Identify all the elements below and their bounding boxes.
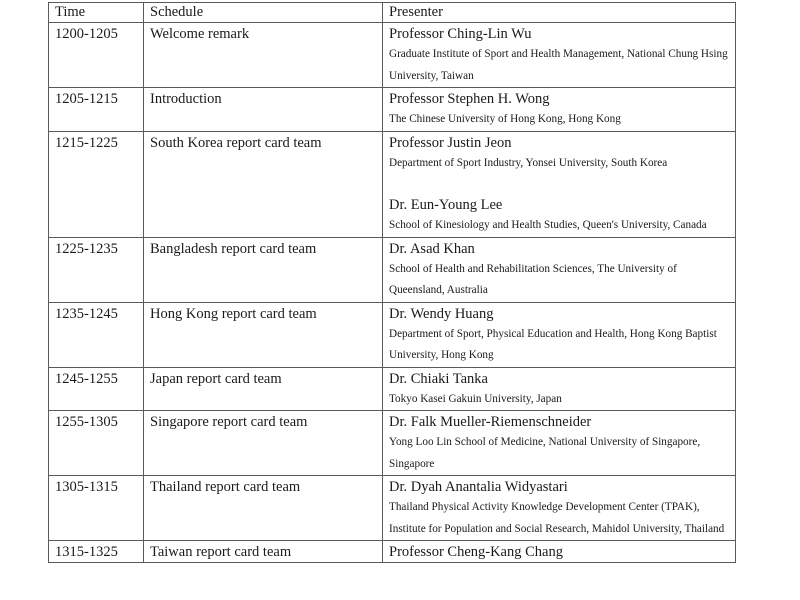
table-row xyxy=(49,411,736,476)
presenter-name: Dr. Eun-Young Lee xyxy=(389,197,503,213)
schedule-text: Bangladesh report card team xyxy=(150,240,317,257)
presenter-affiliation: Graduate Institute of Sport and Health Management, National Chung Hsing University, Taiwan xyxy=(389,48,728,82)
time-cell xyxy=(49,131,144,237)
time-cell xyxy=(49,411,144,476)
presenter-name: Professor Stephen H. Wong xyxy=(389,91,550,107)
presenter-affiliation: Department of Sport Industry, Yonsei University, South Korea xyxy=(389,156,668,169)
presenter-cell xyxy=(383,541,736,563)
presenter-affiliation: Tokyo Kasei Gakuin University, Japan xyxy=(389,392,562,405)
presenter-cell xyxy=(383,88,736,132)
presenter-affiliation: School of Health and Rehabilitation Sciences, The University of Queensland, Australia xyxy=(389,262,677,296)
schedule-cell xyxy=(144,411,383,476)
time-text: 1225-1235 xyxy=(55,240,118,257)
schedule-text: Introduction xyxy=(150,91,222,107)
schedule-text: Hong Kong report card team xyxy=(150,305,317,322)
schedule-text: Welcome remark xyxy=(150,26,250,42)
header-schedule: Schedule xyxy=(144,3,383,23)
presenter-spacer xyxy=(389,174,735,194)
time-text: 1315-1325 xyxy=(55,544,118,560)
presenter-name: Professor Ching-Lin Wu xyxy=(389,26,532,42)
schedule-cell xyxy=(144,541,383,563)
presenter-cell xyxy=(383,411,736,476)
table-header-row xyxy=(49,3,736,23)
presenter-cell xyxy=(383,367,736,411)
presenter-name: Dr. Chiaki Tanka xyxy=(389,370,488,387)
schedule-table xyxy=(48,2,736,563)
presenter-name: Dr. Falk Mueller-Riemenschneider xyxy=(389,414,592,430)
time-text: 1305-1315 xyxy=(55,479,118,495)
header-presenter: Presenter xyxy=(383,3,736,23)
presenter-cell xyxy=(383,237,736,302)
presenter-affiliation: Department of Sport, Physical Education and Health, Hong Kong Baptist University, Hong Kong xyxy=(389,327,717,361)
presenter-cell xyxy=(383,476,736,541)
schedule-text: Taiwan report card team xyxy=(150,544,292,560)
schedule-cell xyxy=(144,302,383,367)
time-cell xyxy=(49,88,144,132)
schedule-cell xyxy=(144,237,383,302)
header-time: Time xyxy=(49,3,144,23)
table-row xyxy=(49,131,736,237)
presenter-affiliation: Thailand Physical Activity Knowledge Development Center (TPAK), Institute for Population and Social Research, Mahidol University, Thailand xyxy=(389,501,725,535)
presenter-cell xyxy=(383,302,736,367)
time-cell xyxy=(49,237,144,302)
time-text: 1245-1255 xyxy=(55,370,118,387)
presenter-name: Dr. Asad Khan xyxy=(389,240,475,257)
presenter-cell xyxy=(383,23,736,88)
table-row xyxy=(49,237,736,302)
presenter-affiliation: The Chinese University of Hong Kong, Hong Kong xyxy=(389,113,621,125)
presenter-name: Dr. Wendy Huang xyxy=(389,305,494,322)
table-row xyxy=(49,23,736,88)
table-row xyxy=(49,88,736,132)
table-row xyxy=(49,476,736,541)
presenter-cell xyxy=(383,131,736,237)
table-row xyxy=(49,541,736,563)
time-text: 1235-1245 xyxy=(55,305,118,322)
presenter-affiliation: Yong Loo Lin School of Medicine, National University of Singapore, Singapore xyxy=(389,436,701,470)
time-text: 1200-1205 xyxy=(55,26,118,42)
schedule-text: Japan report card team xyxy=(150,370,282,387)
time-cell xyxy=(49,23,144,88)
table-body xyxy=(49,23,736,563)
schedule-cell xyxy=(144,88,383,132)
time-cell xyxy=(49,302,144,367)
presenter-name: Professor Cheng-Kang Chang xyxy=(389,544,563,560)
time-cell xyxy=(49,367,144,411)
time-cell xyxy=(49,541,144,563)
presenter-name: Professor Justin Jeon xyxy=(389,134,512,151)
schedule-text: Thailand report card team xyxy=(150,479,301,495)
presenter-affiliation: School of Kinesiology and Health Studies, Queen's University, Canada xyxy=(389,219,707,231)
table-row xyxy=(49,302,736,367)
time-text: 1205-1215 xyxy=(55,91,118,107)
table-row xyxy=(49,367,736,411)
schedule-text: South Korea report card team xyxy=(150,134,322,151)
schedule-cell xyxy=(144,23,383,88)
schedule-cell xyxy=(144,367,383,411)
presenter-name: Dr. Dyah Anantalia Widyastari xyxy=(389,479,568,495)
time-cell xyxy=(49,476,144,541)
time-text: 1255-1305 xyxy=(55,414,118,430)
schedule-cell xyxy=(144,131,383,237)
time-text: 1215-1225 xyxy=(55,134,118,151)
schedule-cell xyxy=(144,476,383,541)
schedule-text: Singapore report card team xyxy=(150,414,308,430)
